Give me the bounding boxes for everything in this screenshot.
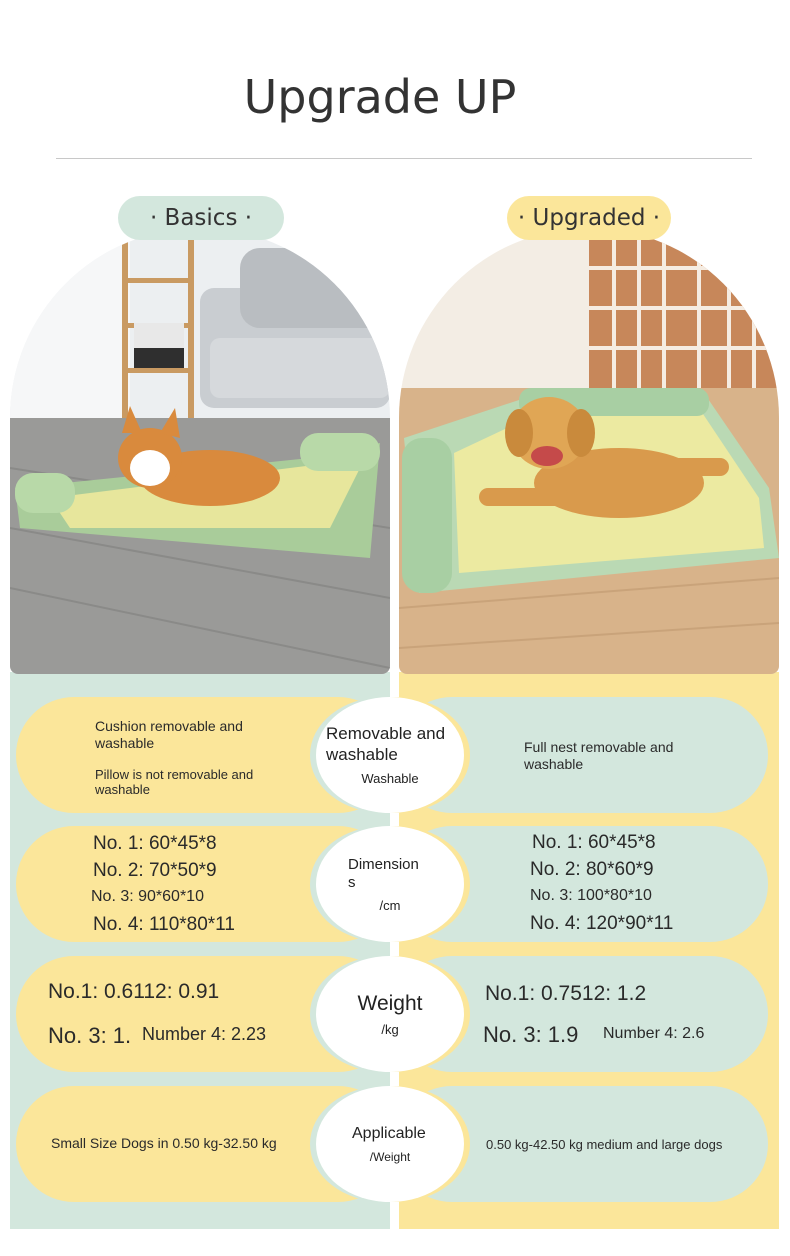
basic-applicable-text: Small Size Dogs in 0.50 kg-32.50 kg [51, 1135, 277, 1151]
basic-weight-no3: No. 3: 1. [48, 1023, 132, 1048]
basic-dimension-no4: No. 4: 110*80*11 [93, 914, 235, 935]
upgraded-bed-photo [399, 228, 779, 674]
upgraded-applicable-text: 0.50 kg-42.50 kg medium and large dogs [486, 1137, 723, 1152]
weight-label-circle [316, 956, 464, 1072]
basic-dimension-no1: No. 1: 60*45*8 [93, 833, 217, 854]
removable-label-circle [316, 697, 464, 813]
basic-removable-line1: Cushion removable and washable [95, 718, 243, 751]
upgraded-version-tag: · Upgraded · [507, 196, 671, 240]
basic-removable-line2: Pillow is not removable and washable [95, 767, 254, 797]
applicable-sub-label: /Weight [369, 1149, 411, 1164]
upgraded-weight-no3: No. 3: 1.9 [483, 1022, 579, 1047]
weight-label: Weight [357, 991, 423, 1015]
upgraded-dimension-no1: No. 1: 60*45*8 [532, 832, 656, 853]
upgraded-removable-text: Full nest removable and washable [524, 739, 674, 772]
basic-dimension-no2: No. 2: 70*50*9 [93, 860, 217, 881]
removable-label: Removable and washable [326, 724, 446, 764]
basic-weight-no4: Number 4: 2.23 [142, 1024, 267, 1044]
basic-weight-line1: No.1: 0.6112: 0.91 [48, 980, 220, 1003]
dimensions-label-circle [316, 826, 464, 942]
upgraded-weight-no4: Number 4: 2.6 [603, 1025, 705, 1042]
applicable-label-circle [316, 1086, 464, 1202]
weight-unit: /kg [381, 1022, 399, 1038]
title-divider [56, 158, 752, 159]
basic-bed-photo [10, 228, 390, 674]
basic-dimension-no3: No. 3: 90*60*10 [91, 888, 204, 905]
page-title: Upgrade UP [243, 70, 517, 124]
dimensions-label: Dimensions [348, 855, 419, 891]
upgraded-weight-line1: No.1: 0.7512: 1.2 [485, 982, 647, 1005]
basic-version-tag: · Basics · [118, 196, 284, 240]
dimensions-unit: /cm [379, 897, 401, 913]
applicable-label: Applicable [352, 1125, 426, 1143]
upgraded-dimension-no4: No. 4: 120*90*11 [530, 913, 674, 934]
removable-sub-label: Washable [361, 770, 419, 786]
upgraded-dimension-no2: No. 2: 80*60*9 [530, 859, 654, 880]
upgraded-dimension-no3: No. 3: 100*80*10 [530, 887, 652, 904]
